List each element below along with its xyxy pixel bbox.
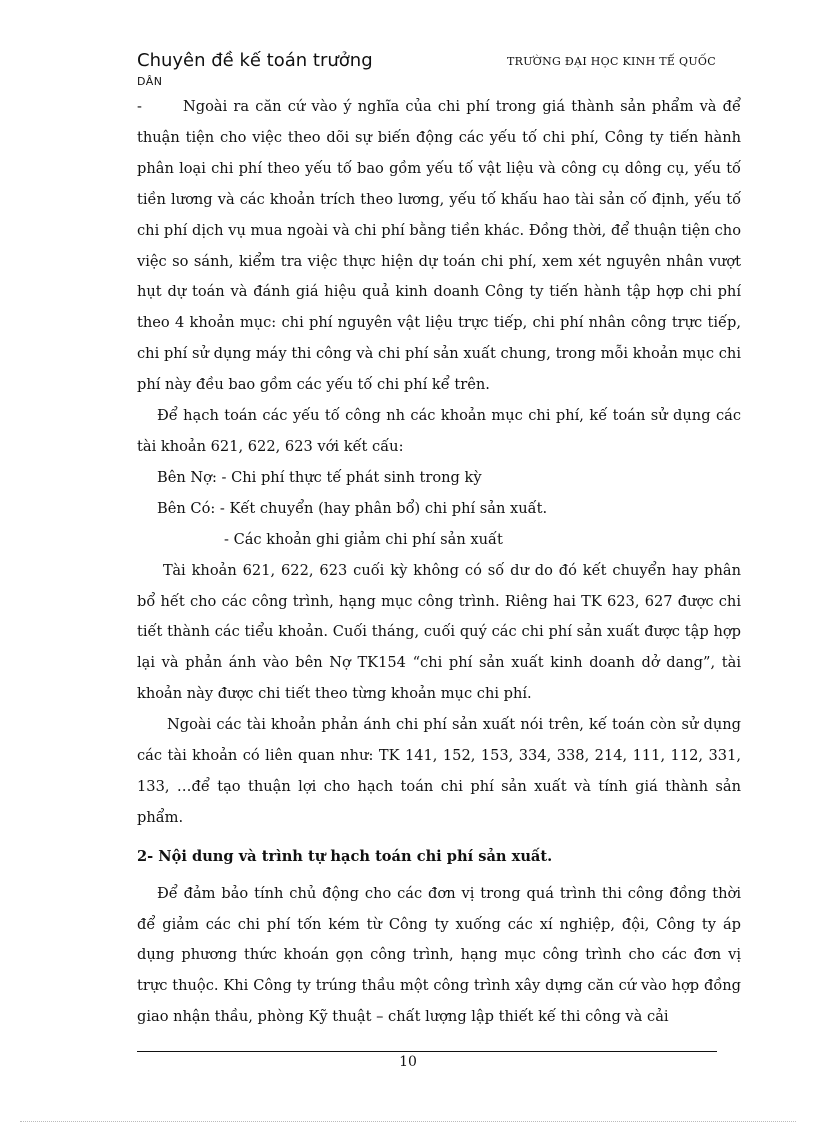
bullet-dash: - (137, 98, 142, 115)
paragraph-5: Để đảm bảo tính chủ động cho các đơn vị trong quá trình thi công đồng thời để giảm các chi phí tốn kém từ Công ty xuống các xí nghiệp, đội, Công ty áp dụng phương thức khoán gọn công trình, hạng mục công trình cho các đơn vị trực thuộc. Khi Công ty trúng thầu một công trình xây dựng căn cứ vào hợp đồng giao nhận thầu, phòng Kỹ thuật – chất lượng lập thiết kế thi công và cải (137, 884, 741, 1026)
header-title-left: Chuyên đề kế toán trưởng (137, 50, 373, 71)
debit-line: Bên Nợ: - Chi phí thực tế phát sinh trong kỳ (157, 468, 482, 486)
credit-line-2: - Các khoản ghi giảm chi phí sản xuất (224, 530, 503, 548)
credit-line: Bên Có: - Kết chuyển (hay phân bổ) chi phí sản xuất. (157, 499, 548, 517)
header-title-left-continuation: DÂN (137, 75, 163, 88)
footer-divider (137, 1051, 717, 1052)
paragraph-1 (137, 92, 741, 401)
page-bottom-border (20, 1121, 796, 1122)
paragraph-1-text: Ngoài ra căn cứ vào ý nghĩa của chi phí trong giá thành sản phẩm và để thuận tiện cho việc theo dõi sự biến động các yếu tố chi phí, Công ty tiến hành phân loại chi phí theo yếu tố bao gồm yếu tố vật liệu và công cụ dông cụ, yếu tố tiền lương và các khoản trích theo lương, yếu tố khấu hao tài sản cố định, yếu tố chi phí dịch vụ mua ngoài và chi phí bằng tiền khác. Đồng thời, để thuận tiện cho việc so sánh, kiểm tra việc thực hiện dự toán chi phí, xem xét nguyên nhân vượt hụt dự toán và đánh giá hiệu quả kinh doanh Công ty tiến hành tập hợp chi phí theo 4 khoản mục: chi phí nguyên vật liệu trực tiếp, chi phí nhân công trực tiếp, chi phí sử dụng máy thi công và chi phí sản xuất chung, trong mỗi khoản mục chi phí này đều bao gồm các yếu tố chi phí kể trên. (137, 98, 741, 394)
document-body (137, 92, 741, 1033)
paragraph-2: Để hạch toán các yếu tố công nh các khoản mục chi phí, kế toán sử dụng các tài khoản 621, 622, 623 với kết cấu: (137, 407, 741, 455)
page-number: 10 (399, 1054, 417, 1070)
section-heading: 2- Nội dung và trình tự hạch toán chi phí sản xuất. (137, 847, 553, 865)
paragraph-4: Ngoài các tài khoản phản ánh chi phí sản xuất nói trên, kế toán còn sử dụng các tài khoản có liên quan như: TK 141, 152, 153, 334, 338, 214, 111, 112, 331, 133, …để tạo thuận lợi cho hạch toán chi phí sản xuất và tính giá thành sản phẩm. (137, 716, 741, 826)
header-title-right: TRƯỜNG ĐẠI HỌC KINH TẾ QUỐC (507, 55, 716, 68)
paragraph-3: Tài khoản 621, 622, 623 cuối kỳ không có số dư do đó kết chuyển hay phân bổ hết cho các công trình, hạng mục công trình. Riêng hai TK 623, 627 được chi tiết thành các tiểu khoản. Cuối tháng, cuối quý các chi phí sản xuất được tập hợp lại và phản ánh vào bên Nợ TK154 “chi phí sản xuất kinh doanh dở dang”, tài khoản này được chi tiết theo từng khoản mục chi phí. (137, 561, 741, 703)
